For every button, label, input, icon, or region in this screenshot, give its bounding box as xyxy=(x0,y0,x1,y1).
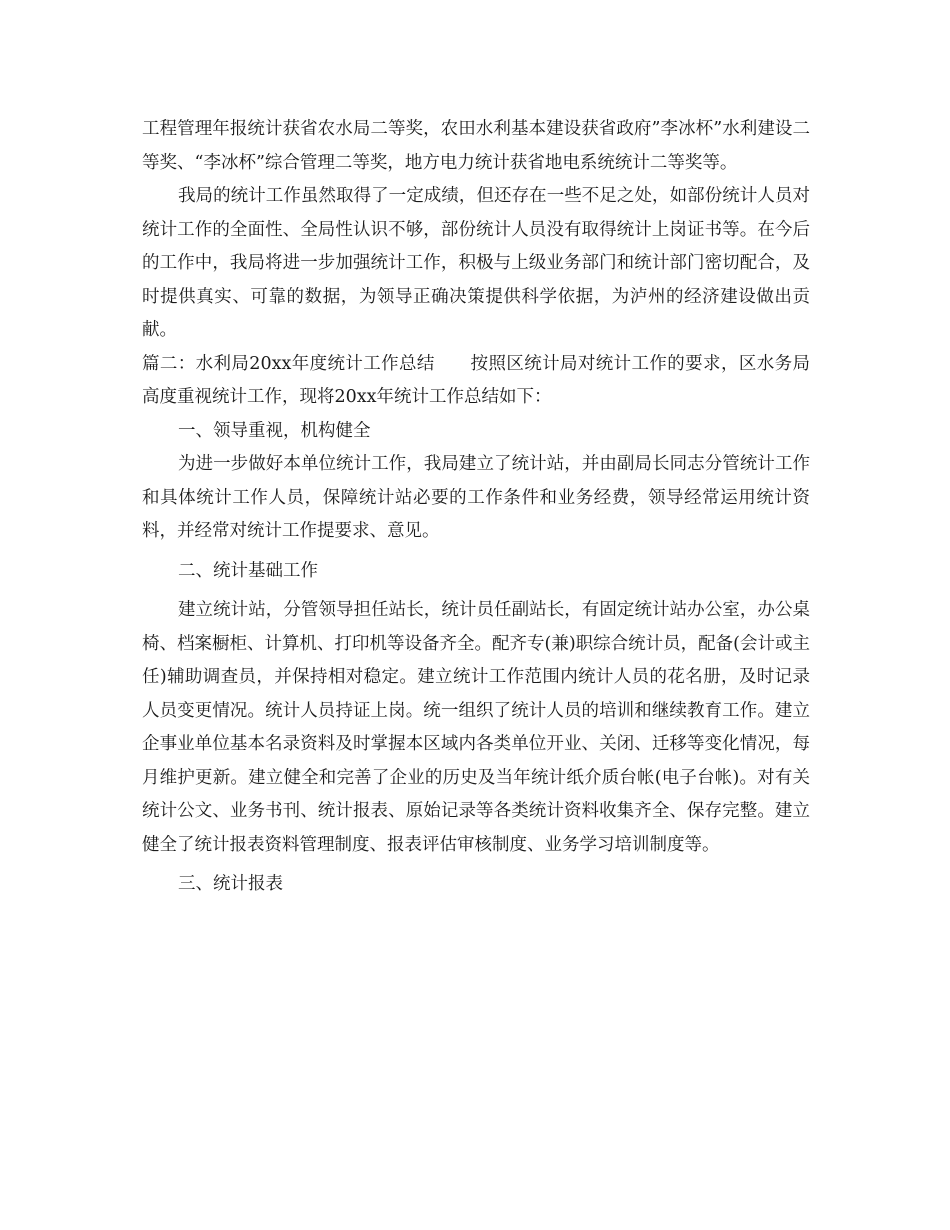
article-two-intro: 篇二：水利局20xx年度统计工作总结 按照区统计局对统计工作的要求，区水务局高度重视统计工作，现将20xx年统计工作总结如下： xyxy=(142,353,810,407)
heading-reports: 三、统计报表 xyxy=(178,874,283,894)
paragraph-awards: 工程管理年报统计获省农水局二等奖，农田水利基本建设获省政府”李冰杯”水利建设二等奖、“李冰杯”综合管理二等奖，地方电力统计获省地电系统统计二等奖等。 xyxy=(142,119,810,173)
paragraph-shortcomings: 我局的统计工作虽然取得了一定成绩，但还存在一些不足之处，如部份统计人员对统计工作的全面性、全局性认识不够，部份统计人员没有取得统计上岗证书等。在今后的工作中，我局将进一步加强统计工作，积极与上级业务部门和统计部门密切配合，及时提供真实、可靠的数据，为领导正确决策提供科学依据，为泸州的经济建设做出贡献。 xyxy=(142,186,810,340)
document-body xyxy=(142,113,810,902)
heading-leadership: 一、领导重视，机构健全 xyxy=(178,420,371,441)
heading-basic-work: 二、统计基础工作 xyxy=(178,560,318,581)
paragraph-basic-work: 建立统计站，分管领导担任站长，统计员任副站长，有固定统计站办公室，办公桌椅、档案橱柜、计算机、打印机等设备齐全。配齐专(兼)职综合统计员，配备(会计或主任)辅助调查员，并保持相对稳定。建立统计工作范围内统计人员的花名册，及时记录人员变更情况。统计人员持证上岗。统一组织了统计人员的培训和继续教育工作。建立企事业单位基本名录资料及时掌握本区域内各类单位开业、关闭、迁移等变化情况，每月维护更新。建立健全和完善了企业的历史及当年统计纸介质台帐(电子台帐)。对有关统计公文、业务书刊、统计报表、原始记录等各类统计资料收集齐全、保存完整。建立健全了统计报表资料管理制度、报表评估审核制度、业务学习培训制度等。 xyxy=(142,600,810,855)
paragraph-leadership: 为进一步做好本单位统计工作，我局建立了统计站，并由副局长同志分管统计工作和具体统计工作人员，保障统计站必要的工作条件和业务经费，领导经常运用统计资料，并经常对统计工作提要求、意见。 xyxy=(142,454,810,541)
